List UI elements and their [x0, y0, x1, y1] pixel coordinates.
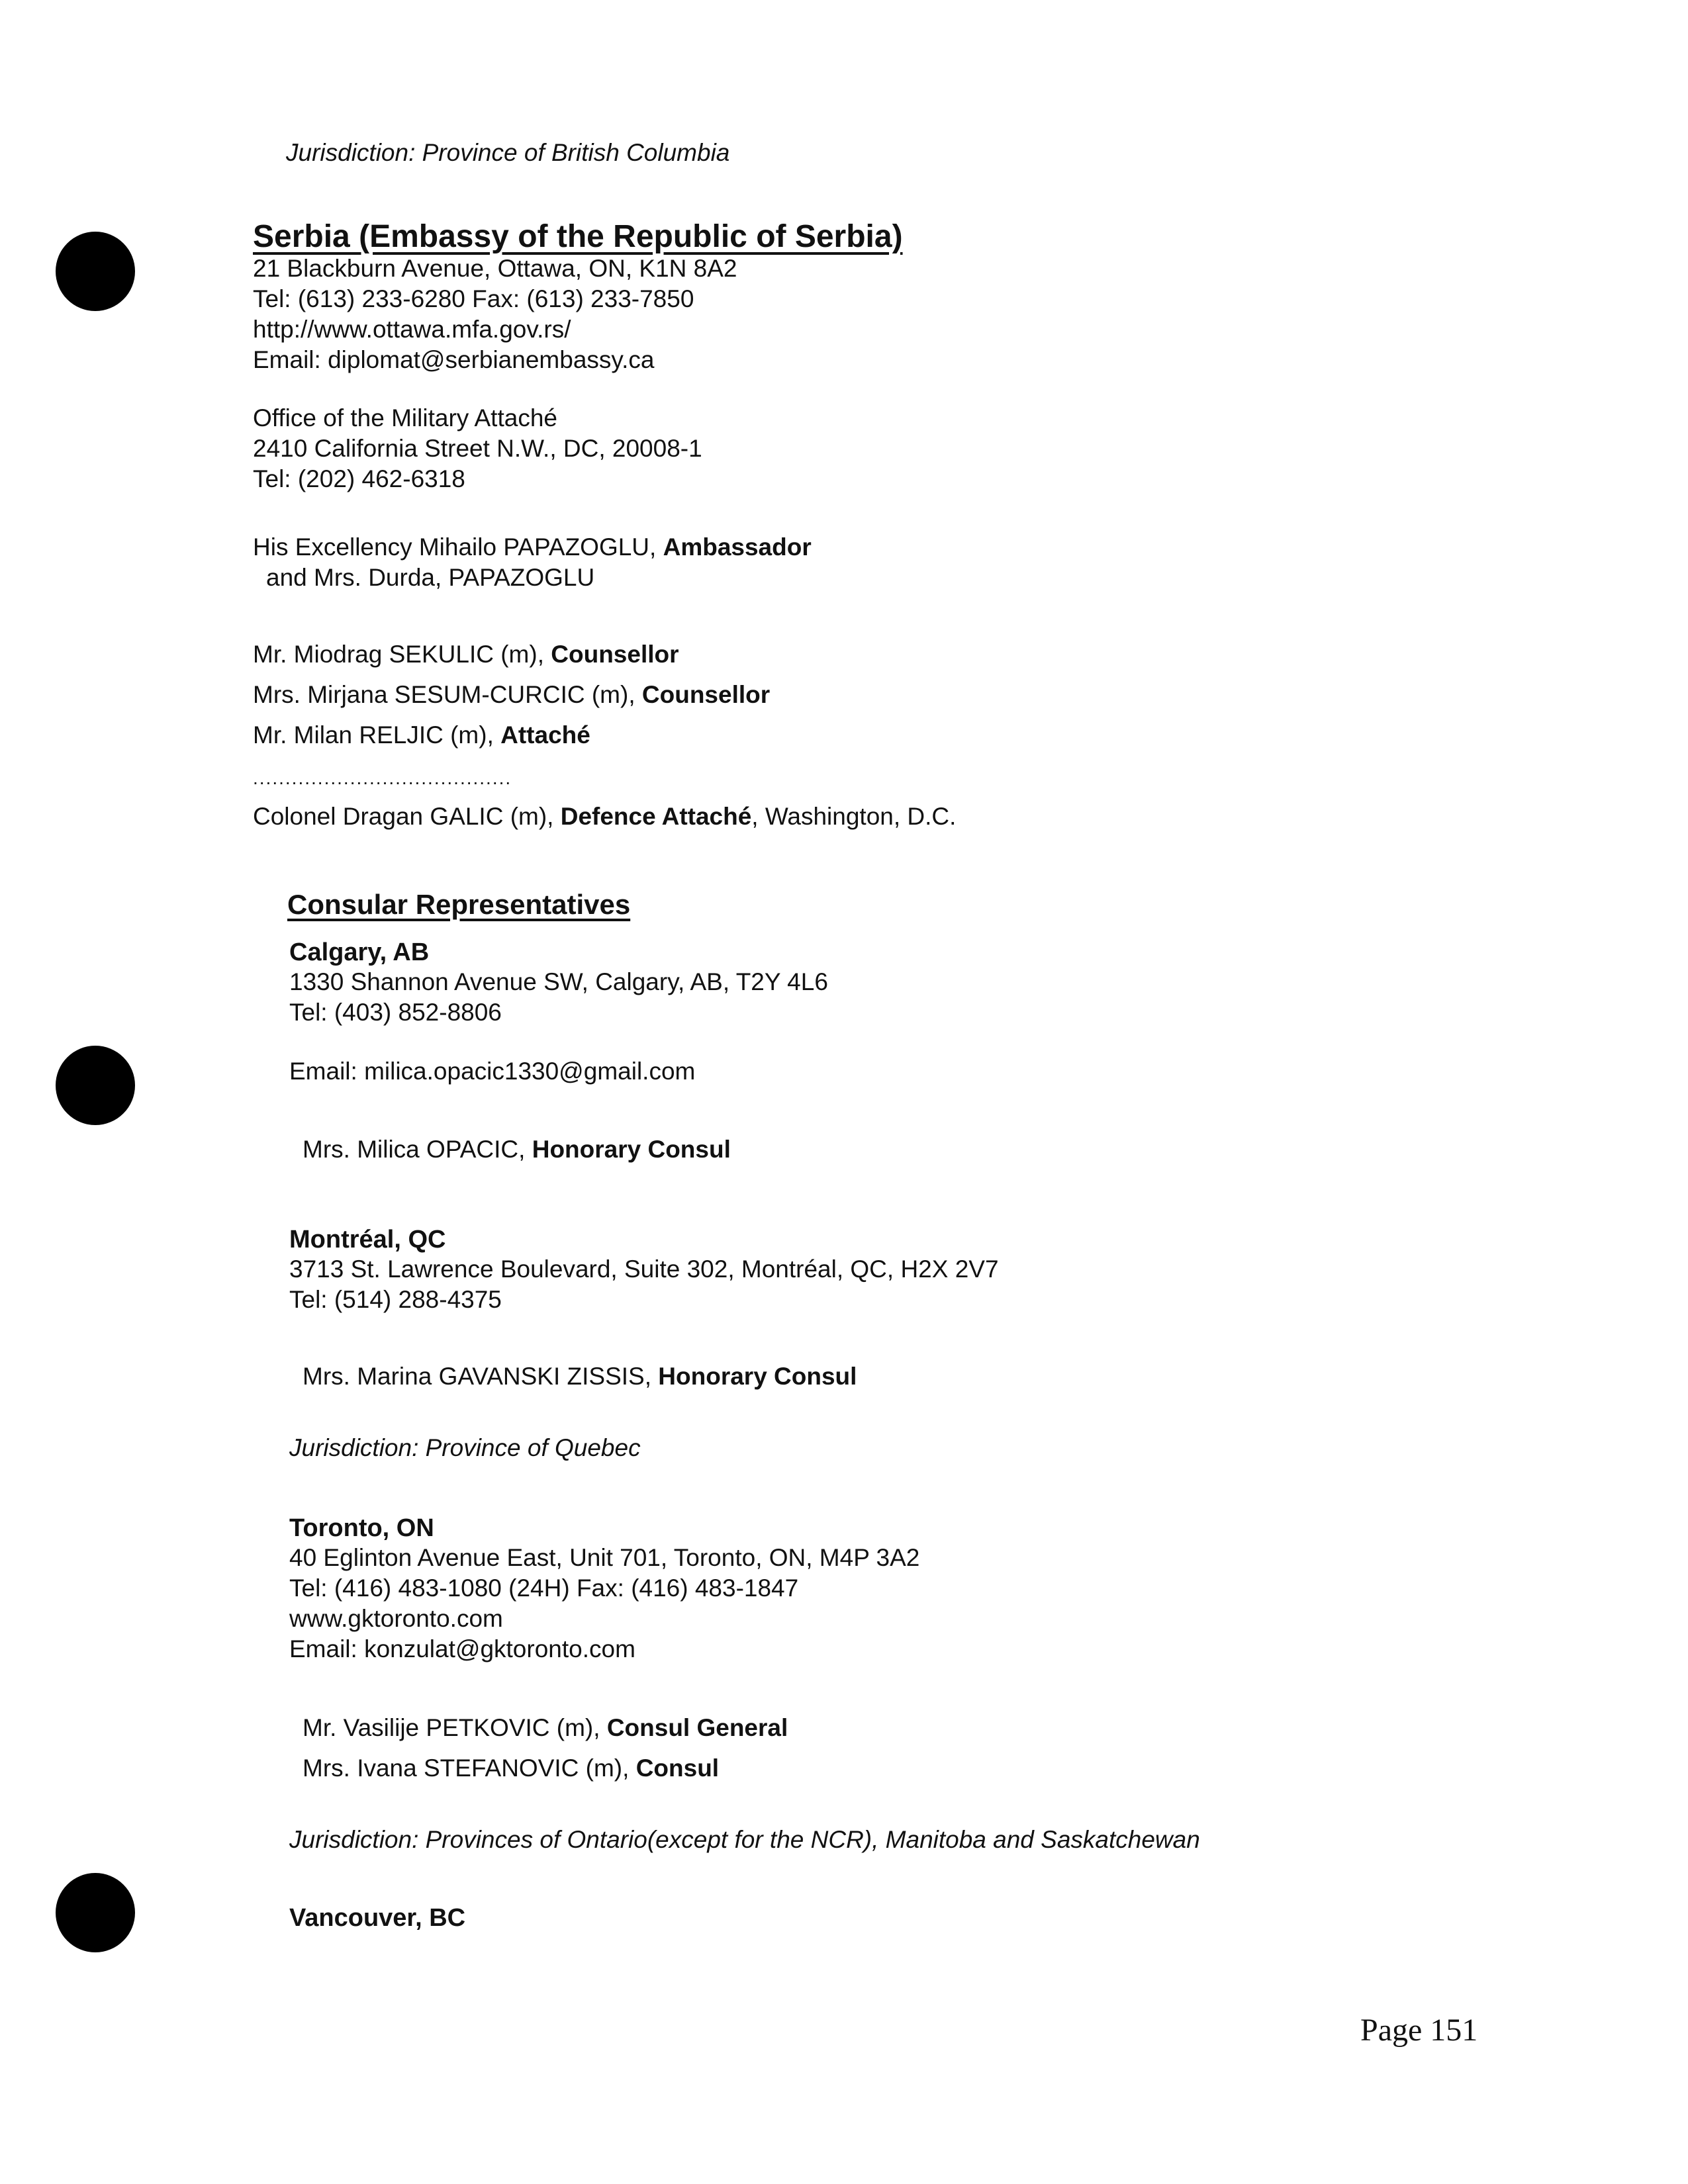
staff-name: Mr. Miodrag SEKULIC (m),	[253, 641, 551, 668]
person-name: Mrs. Milica OPACIC,	[303, 1136, 532, 1163]
embassy-title: Serbia (Embassy of the Republic of Serbia)	[253, 219, 903, 254]
military-office-title: Office of the Military Attaché	[253, 404, 557, 432]
calgary-email: Email: milica.opacic1330@gmail.com	[289, 1058, 696, 1085]
embassy-email: Email: diplomat@serbianembassy.ca	[253, 346, 655, 373]
embassy-phone: Tel: (613) 233-6280 Fax: (613) 233-7850	[253, 285, 694, 312]
separator-dots: ........................................	[253, 768, 512, 788]
toronto-jurisdiction: Jurisdiction: Provinces of Ontario(except for the NCR), Manitoba and Saskatchewan	[289, 1826, 1200, 1853]
staff-title: Attaché	[500, 721, 590, 749]
header-jurisdiction: Jurisdiction: Province of British Columbia	[286, 139, 730, 166]
defence-location: , Washington, D.C.	[751, 803, 957, 830]
calgary-phone: Tel: (403) 852-8806	[289, 999, 502, 1026]
staff-name: Mr. Milan RELJIC (m),	[253, 721, 501, 749]
staff-title: Counsellor	[551, 641, 679, 668]
binder-hole-top	[56, 232, 135, 311]
binder-hole-bottom	[56, 1873, 135, 1952]
staff-title: Counsellor	[641, 681, 771, 708]
ambassador-name: His Excellency Mihailo PAPAZOGLU,	[253, 533, 663, 561]
consular-heading: Consular Representatives	[287, 889, 631, 920]
vancouver-city: Vancouver, BC	[289, 1904, 466, 1932]
embassy-address: 21 Blackburn Avenue, Ottawa, ON, K1N 8A2	[253, 255, 737, 282]
page-number: Page 151	[1360, 2013, 1478, 2048]
military-office-phone: Tel: (202) 462-6318	[253, 465, 465, 492]
montreal-phone: Tel: (514) 288-4375	[289, 1286, 502, 1313]
staff-name: Mrs. Mirjana SESUM-CURCIC (m),	[253, 681, 642, 708]
calgary-address: 1330 Shannon Avenue SW, Calgary, AB, T2Y 4L6	[289, 968, 828, 995]
ambassador-title: Ambassador	[663, 533, 812, 561]
ambassador-spouse: and Mrs. Durda, PAPAZOGLU	[266, 564, 595, 591]
toronto-email: Email: konzulat@gktoronto.com	[289, 1635, 635, 1662]
montreal-address: 3713 St. Lawrence Boulevard, Suite 302, Montréal, QC, H2X 2V7	[289, 1255, 999, 1283]
embassy-website: http://www.ottawa.mfa.gov.rs/	[253, 316, 571, 343]
person-title: Honorary Consul	[658, 1363, 857, 1390]
person-title: Consul	[635, 1754, 720, 1782]
montreal-person	[303, 1361, 857, 1392]
ambassador-line	[253, 532, 812, 563]
calgary-city: Calgary, AB	[289, 938, 430, 966]
person-title: Consul General	[606, 1714, 788, 1741]
staff-row	[253, 720, 590, 751]
toronto-person	[303, 1713, 788, 1743]
toronto-website: www.gktoronto.com	[289, 1605, 503, 1632]
defence-name: Colonel Dragan GALIC (m),	[253, 803, 561, 830]
person-name: Mr. Vasilije PETKOVIC (m),	[303, 1714, 607, 1741]
calgary-person	[303, 1134, 731, 1165]
person-name: Mrs. Marina GAVANSKI ZISSIS,	[303, 1363, 659, 1390]
person-name: Mrs. Ivana STEFANOVIC (m),	[303, 1754, 636, 1782]
person-title: Honorary Consul	[532, 1136, 731, 1163]
military-office-address: 2410 California Street N.W., DC, 20008-1	[253, 435, 702, 462]
defence-title: Defence Attaché	[560, 803, 752, 830]
staff-row	[253, 680, 770, 710]
toronto-city: Toronto, ON	[289, 1514, 434, 1542]
toronto-phone: Tel: (416) 483-1080 (24H) Fax: (416) 483-1847	[289, 1574, 799, 1602]
montreal-city: Montréal, QC	[289, 1226, 446, 1253]
defence-attache-line	[253, 801, 956, 832]
toronto-person	[303, 1753, 719, 1784]
montreal-jurisdiction: Jurisdiction: Province of Quebec	[289, 1434, 641, 1461]
binder-hole-middle	[56, 1046, 135, 1125]
staff-row	[253, 639, 679, 670]
toronto-address: 40 Eglinton Avenue East, Unit 701, Toronto, ON, M4P 3A2	[289, 1544, 920, 1571]
